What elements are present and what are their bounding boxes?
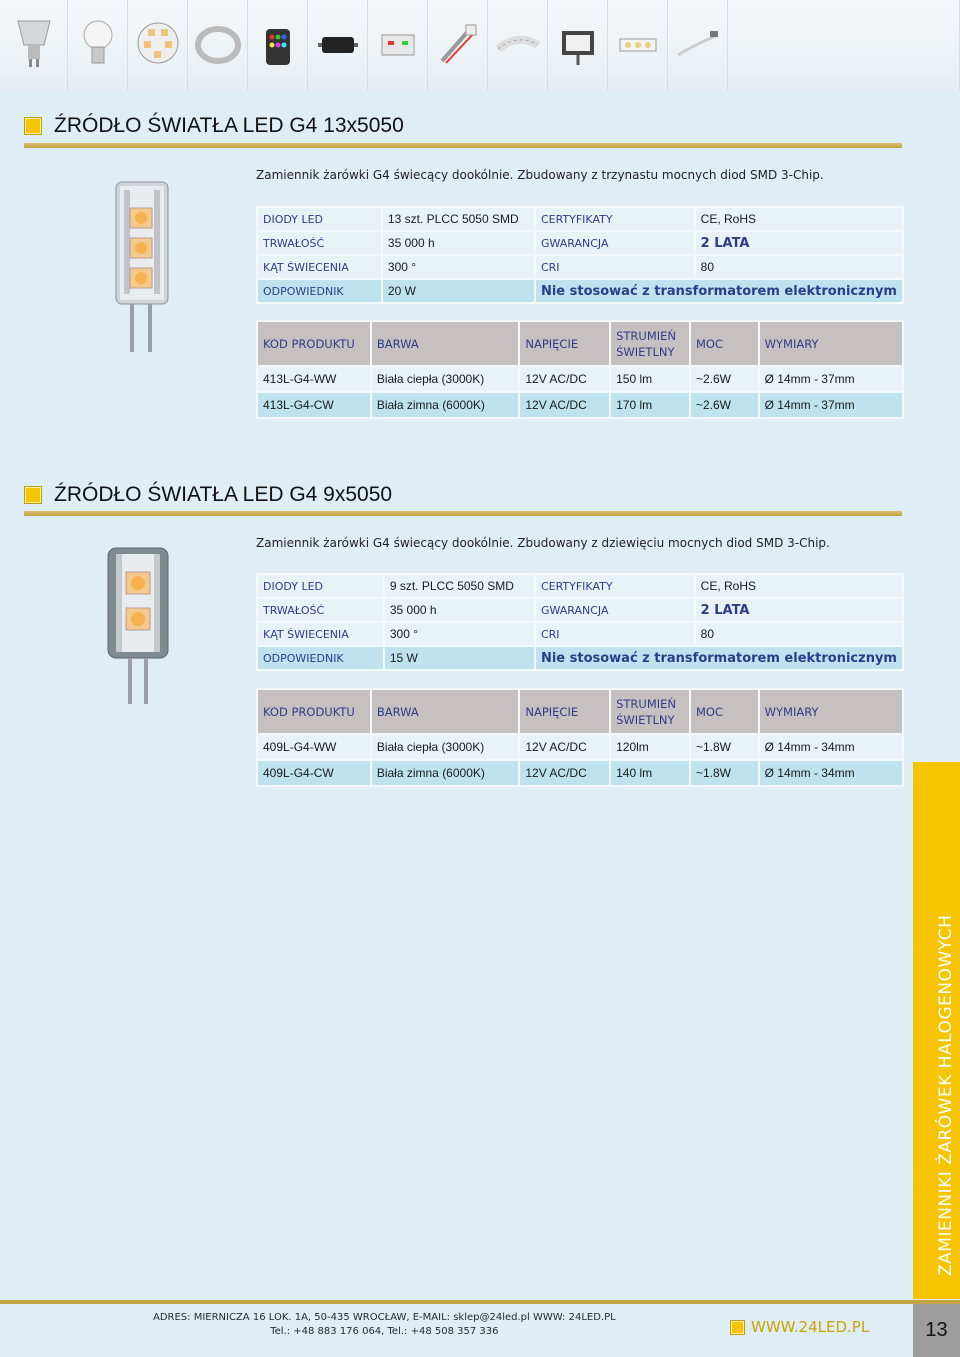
- spec-label: KĄT ŚWIECENIA: [257, 622, 384, 646]
- col-header: STRUMIEŃ ŚWIETLNY: [610, 689, 690, 734]
- bulb-gu10-icon[interactable]: [0, 0, 68, 90]
- spec-label: CRI: [535, 622, 695, 646]
- rgb-remote-icon[interactable]: [248, 0, 308, 90]
- product-header-row: [257, 321, 903, 366]
- product-size: Ø 14mm - 37mm: [759, 392, 903, 418]
- spec-row: [257, 255, 903, 279]
- col-header: NAPIĘCIE: [519, 321, 610, 366]
- product-voltage: 12V AC/DC: [519, 760, 610, 786]
- section-1-title: [24, 114, 404, 138]
- product-power: ~2.6W: [690, 392, 759, 418]
- table-row: [257, 760, 903, 786]
- page-number: 13: [913, 1304, 960, 1357]
- col-header: BARWA: [371, 321, 520, 366]
- g4-9-led-bulb-image: [100, 544, 176, 706]
- col-header: WYMIARY: [759, 321, 903, 366]
- product-flux: 150 lm: [610, 366, 690, 392]
- spec-value: 2 LATA: [695, 598, 903, 622]
- footer-website-text: WWW.24LED.PL: [751, 1318, 870, 1336]
- floodlight-icon[interactable]: [548, 0, 608, 90]
- category-side-label: ZAMIENNIKI ŻARÓWEK HALOGENOWYCH: [936, 914, 956, 1276]
- module-icon[interactable]: [608, 0, 668, 90]
- product-size: Ø 14mm - 34mm: [759, 734, 903, 760]
- spec-value: CE, RoHS: [695, 574, 903, 598]
- footer-address: ADRES: MIERNICZA 16 LOK. 1A, 50-435 WROCŁAW, E-MAIL: sklep@24led.pl WWW: 24LED.PL: [153, 1312, 616, 1323]
- product-size: Ø 14mm - 34mm: [759, 760, 903, 786]
- product-color: Biała ciepła (3000K): [371, 734, 520, 760]
- section-2-title: [24, 483, 392, 507]
- col-header: BARWA: [371, 689, 520, 734]
- spec-value: 80: [695, 622, 903, 646]
- section-1-description: Zamiennik żarówki G4 świecący dookólnie. Zbudowany z trzynastu mocnych diod SMD 3-Chip.: [256, 168, 824, 182]
- spec-label: GWARANCJA: [535, 231, 695, 255]
- spec-value: 15 W: [384, 646, 535, 670]
- spec-label: CERTYFIKATY: [535, 574, 695, 598]
- product-color: Biała ciepła (3000K): [371, 366, 520, 392]
- col-header: KOD PRODUKTU: [257, 321, 371, 366]
- bullet-square-icon: [24, 486, 42, 504]
- col-header: KOD PRODUKTU: [257, 689, 371, 734]
- section-2-underline: [24, 511, 902, 516]
- product-color: Biała zimna (6000K): [371, 392, 520, 418]
- footer-website-link[interactable]: [730, 1318, 869, 1336]
- table-row: [257, 392, 903, 418]
- section-1-product-table: [256, 320, 904, 419]
- col-header: STRUMIEŃ ŚWIETLNY: [610, 321, 690, 366]
- spec-value: 35 000 h: [384, 598, 535, 622]
- product-code: 409L-G4-WW: [257, 734, 371, 760]
- led-disc-icon[interactable]: [128, 0, 188, 90]
- spec-value: 20 W: [382, 279, 535, 303]
- product-voltage: 12V AC/DC: [519, 734, 610, 760]
- spec-value: 300 °: [382, 255, 535, 279]
- spec-row: [257, 622, 903, 646]
- spec-note: Nie stosować z transformatorem elektronicznym: [535, 279, 903, 303]
- footer-phone: Tel.: +48 883 176 064, Tel.: +48 508 357 336: [270, 1326, 499, 1337]
- section-1-underline: [24, 143, 902, 148]
- led-strip-icon[interactable]: [188, 0, 248, 90]
- table-row: [257, 734, 903, 760]
- product-flux: 120lm: [610, 734, 690, 760]
- product-code: 409L-G4-CW: [257, 760, 371, 786]
- spec-label: TRWAŁOŚĆ: [257, 231, 382, 255]
- footer-address-block: [153, 1311, 616, 1339]
- spec-value: 2 LATA: [695, 231, 903, 255]
- spec-label: CERTYFIKATY: [535, 207, 695, 231]
- spec-row: [257, 646, 903, 670]
- product-color: Biała zimna (6000K): [371, 760, 520, 786]
- product-voltage: 12V AC/DC: [519, 366, 610, 392]
- product-power: ~1.8W: [690, 760, 759, 786]
- spec-row: [257, 574, 903, 598]
- col-header: MOC: [690, 321, 759, 366]
- col-header: WYMIARY: [759, 689, 903, 734]
- spec-value: 35 000 h: [382, 231, 535, 255]
- spec-label: ODPOWIEDNIK: [257, 279, 382, 303]
- spec-label: DIODY LED: [257, 574, 384, 598]
- section-1-spec-table: [256, 206, 904, 304]
- spec-value: 300 °: [384, 622, 535, 646]
- product-flux: 140 lm: [610, 760, 690, 786]
- spec-label: DIODY LED: [257, 207, 382, 231]
- cable-icon[interactable]: [668, 0, 728, 90]
- section-2-description: Zamiennik żarówki G4 świecący dookólnie. Zbudowany z dziewięciu mocnych diod SMD 3-Chip.: [256, 536, 830, 550]
- controller-icon[interactable]: [308, 0, 368, 90]
- spec-row: [257, 231, 903, 255]
- product-code: 413L-G4-CW: [257, 392, 371, 418]
- product-header-row: [257, 689, 903, 734]
- spec-value: 13 szt. PLCC 5050 SMD: [382, 207, 535, 231]
- product-power: ~2.6W: [690, 366, 759, 392]
- spec-label: CRI: [535, 255, 695, 279]
- section-2-product-table: [256, 688, 904, 787]
- spec-label: GWARANCJA: [535, 598, 695, 622]
- spec-value: 80: [695, 255, 903, 279]
- strip-roll-icon[interactable]: [488, 0, 548, 90]
- thumb-blank: [728, 0, 960, 90]
- product-size: Ø 14mm - 37mm: [759, 366, 903, 392]
- amplifier-icon[interactable]: [368, 0, 428, 90]
- col-header: MOC: [690, 689, 759, 734]
- spec-label: ODPOWIEDNIK: [257, 646, 384, 670]
- footer-divider: [0, 1300, 960, 1304]
- col-header: NAPIĘCIE: [519, 689, 610, 734]
- spec-value: 9 szt. PLCC 5050 SMD: [384, 574, 535, 598]
- category-thumbnail-strip: [0, 0, 960, 90]
- spec-label: TRWAŁOŚĆ: [257, 598, 384, 622]
- table-row: [257, 366, 903, 392]
- spec-label: KĄT ŚWIECENIA: [257, 255, 382, 279]
- connector-icon[interactable]: [428, 0, 488, 90]
- g4-13-led-bulb-image: [104, 178, 180, 356]
- spec-row: [257, 598, 903, 622]
- section-2-spec-table: [256, 573, 904, 671]
- product-flux: 170 lm: [610, 392, 690, 418]
- bullet-square-icon: [730, 1320, 745, 1335]
- spec-row: [257, 207, 903, 231]
- product-code: 413L-G4-WW: [257, 366, 371, 392]
- bullet-square-icon: [24, 117, 42, 135]
- spec-value: CE, RoHS: [695, 207, 903, 231]
- spec-note: Nie stosować z transformatorem elektronicznym: [535, 646, 903, 670]
- section-2-title-text: ŹRÓDŁO ŚWIATŁA LED G4 9x5050: [54, 483, 393, 506]
- product-voltage: 12V AC/DC: [519, 392, 610, 418]
- spec-row: [257, 279, 903, 303]
- bulb-e27-icon[interactable]: [68, 0, 128, 90]
- section-1-title-text: ŹRÓDŁO ŚWIATŁA LED G4 13x5050: [54, 114, 404, 137]
- product-power: ~1.8W: [690, 734, 759, 760]
